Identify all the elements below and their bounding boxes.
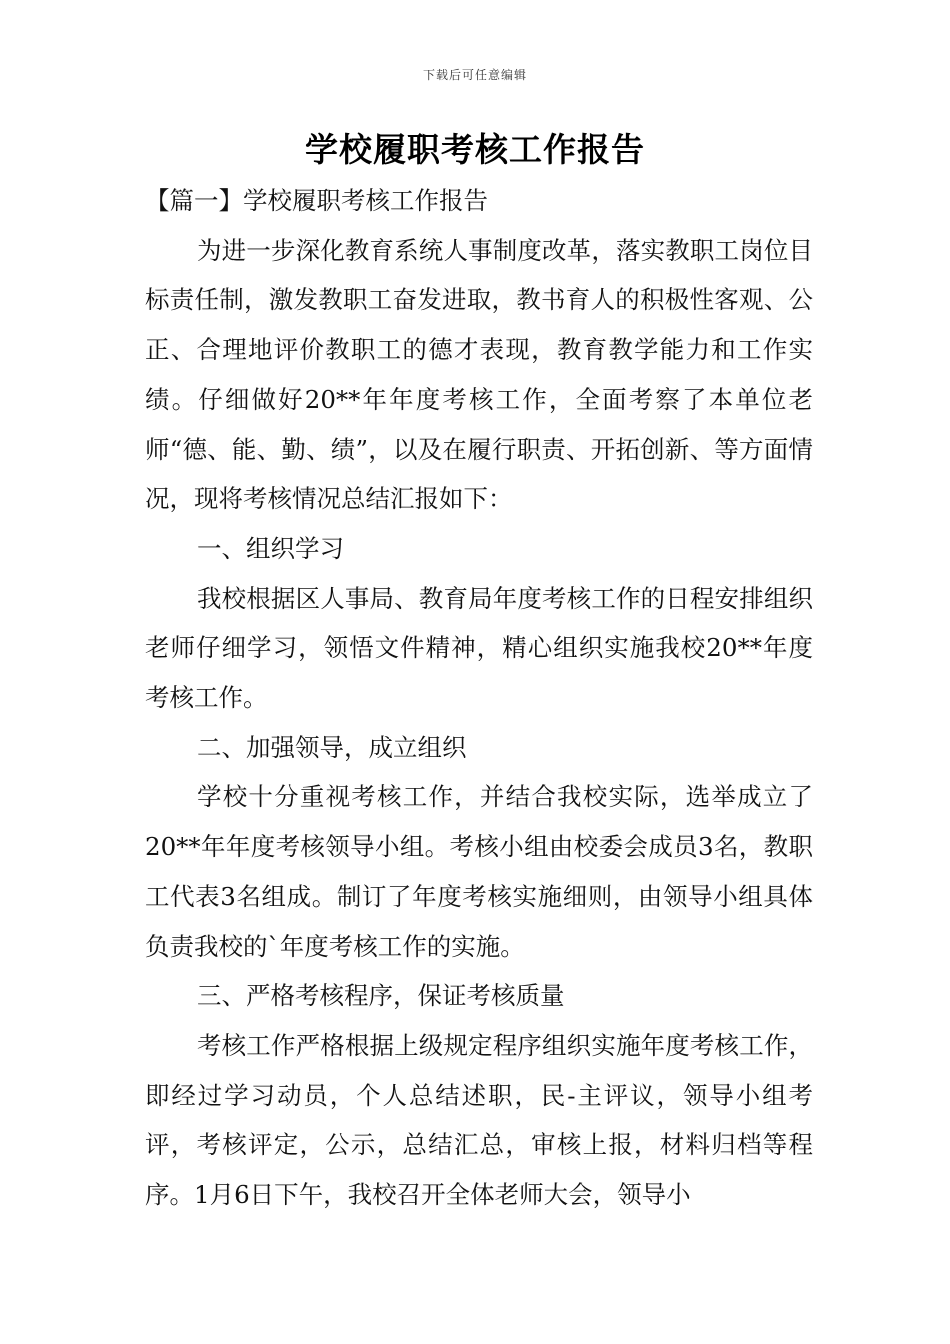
section-paragraph-1: 我校根据区人事局、教育局年度考核工作的日程安排组织老师仔细学习，领悟文件精神，精心组织实施我校20**年度考核工作。 — [145, 583, 813, 713]
section-heading-3: 三、严格考核程序，保证考核质量 — [197, 981, 565, 1011]
section-subtitle: 【篇一】学校履职考核工作报告 — [145, 186, 488, 215]
header-note: 下载后可任意编辑 — [422, 68, 527, 82]
section-paragraph-3: 考核工作严格根据上级规定程序组织实施年度考核工作，即经过学习动员，个人总结述职，民-主评议，领导小组考评，考核评定，公示，总结汇总，审核上报，材料归档等程序。1月6日下午，我校召开全体老师大会，领导小 — [145, 1030, 813, 1210]
document-title: 学校履职考核工作报告 — [305, 130, 645, 169]
document-body — [145, 176, 813, 1220]
intro-paragraph: 为进一步深化教育系统人事制度改革，落实教职工岗位目标责任制，激发教职工奋发进取，教书育人的积极性客观、公正、合理地评价教职工的德才表现，教育教学能力和工作实绩。仔细做好20**年年度考核工作，全面考察了本单位老师“德、能、勤、绩”，以及在履行职责、开拓创新、等方面情况，现将考核情况总结汇报如下： — [145, 235, 813, 514]
section-paragraph-2: 学校十分重视考核工作，并结合我校实际，选举成立了20**年年度考核领导小组。考核小组由校委会成员3名，教职工代表3名组成。制订了年度考核实施细则，由领导小组具体负责我校的`年度考核工作的实施。 — [145, 782, 813, 961]
section-heading-2: 二、加强领导，成立组织 — [197, 732, 467, 762]
section-heading-1: 一、组织学习 — [197, 533, 344, 563]
